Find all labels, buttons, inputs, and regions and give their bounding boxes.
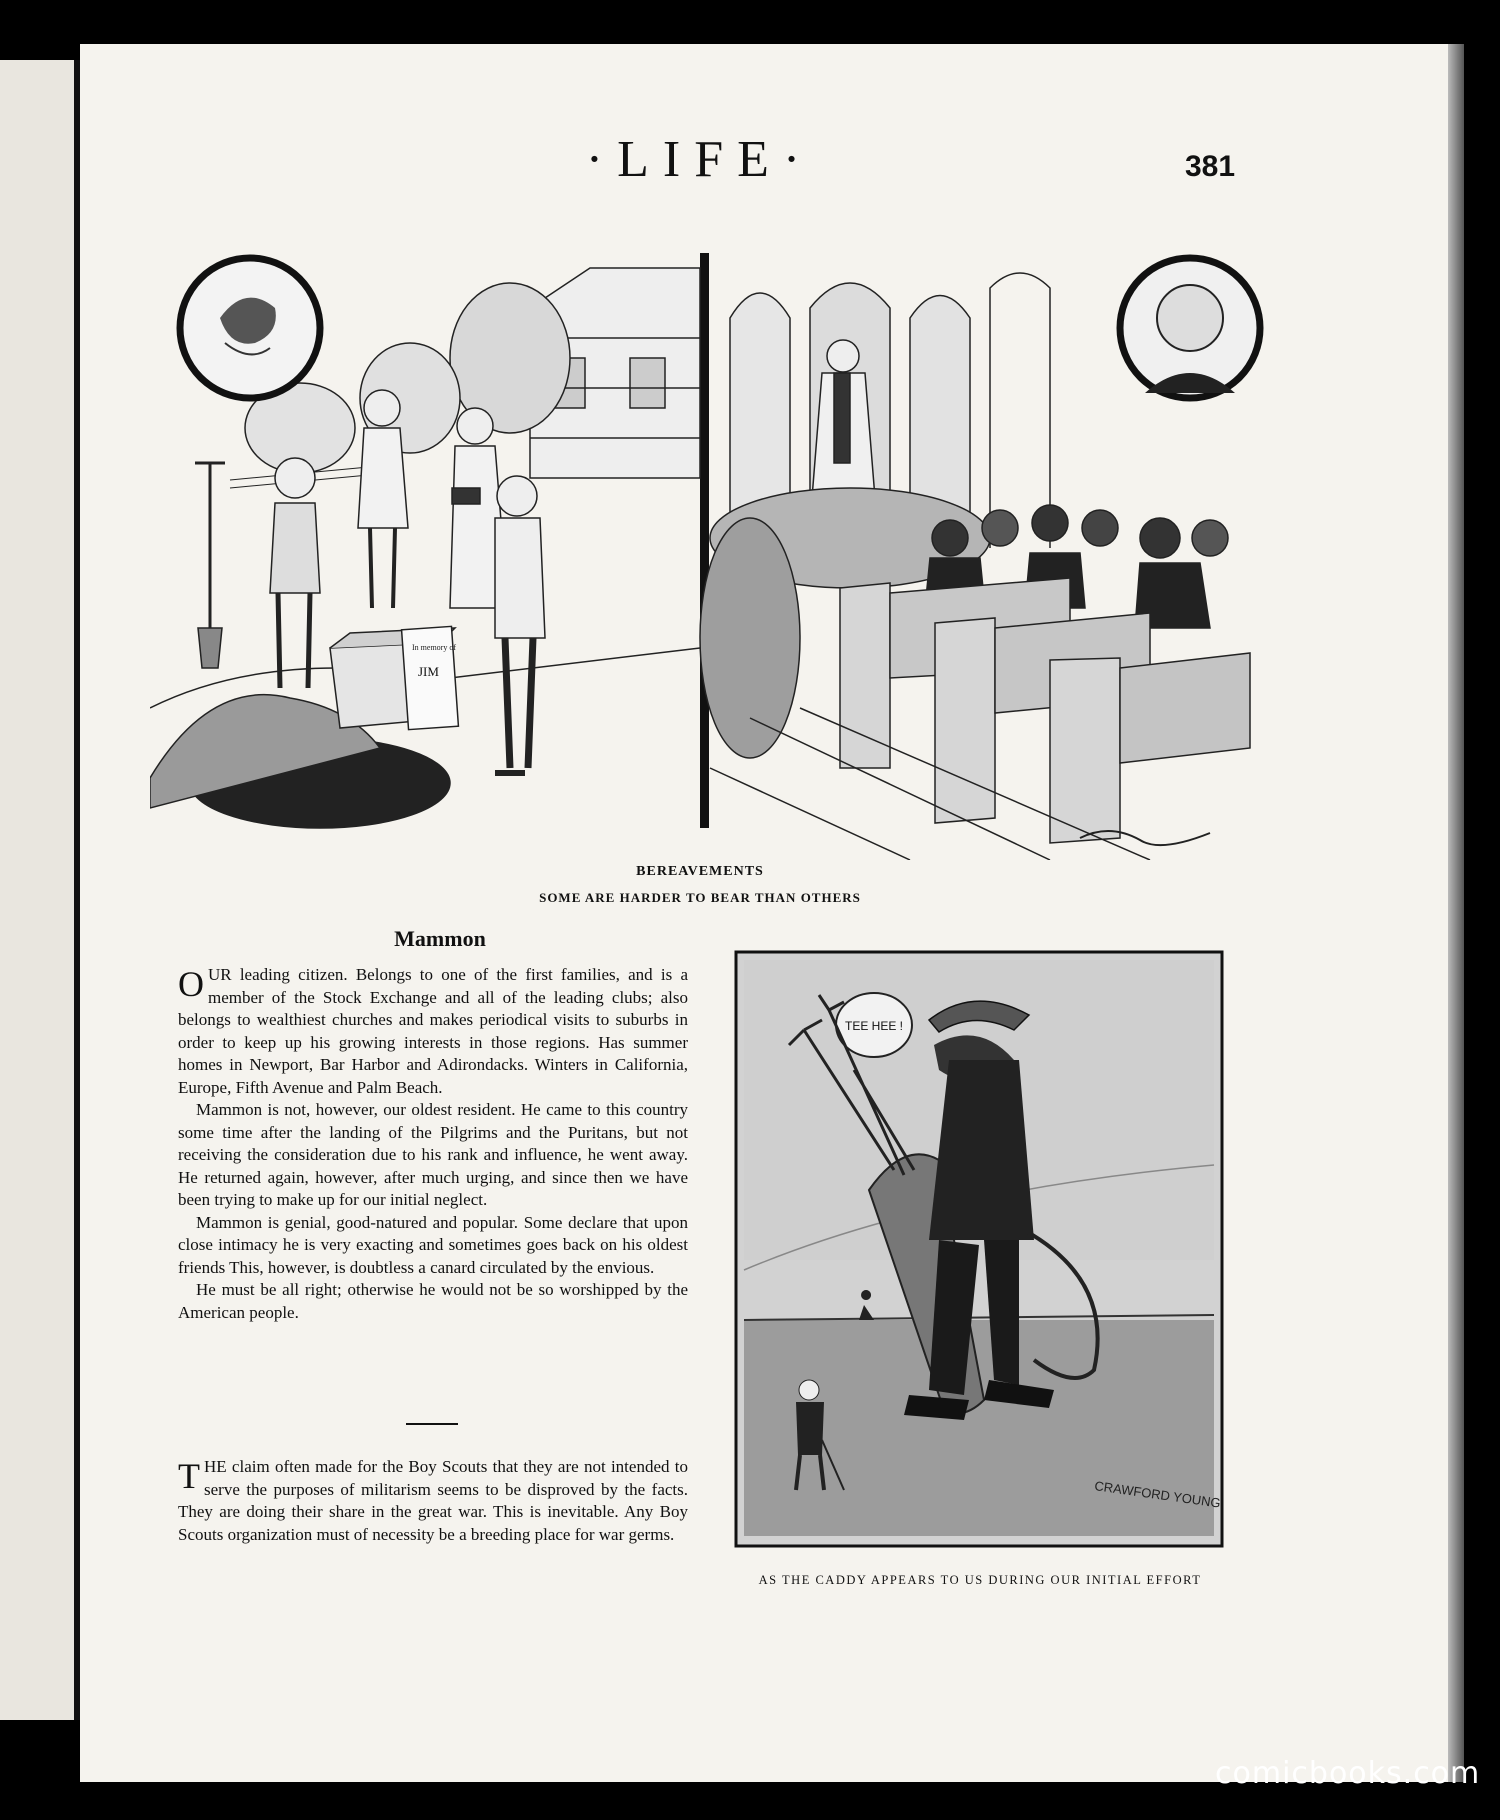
dog-medallion-portrait (180, 258, 320, 398)
page-edge-shadow (1448, 44, 1464, 1782)
boy-scouts-text: HE claim often made for the Boy Scouts that they are not intended to serve the purposes of militarism seems to be disproved by the facts. They are doing their share in the great war. This is inevitable. Any Boy Scouts organization must of necessity be a breeding place for war germs. (178, 1457, 688, 1544)
panel-divider (700, 253, 709, 828)
bereavements-illustration (150, 248, 1280, 860)
mammon-article (178, 964, 688, 1324)
caddy-caption: AS THE CADDY APPEARS TO US DURING OUR INITIAL EFFORT (758, 1573, 1202, 1587)
cartoonist-signature: CRAWFORD YOUNG (1093, 1478, 1222, 1511)
boy-scouts-dropcap: T (178, 1456, 200, 1496)
page-number: 381 (1185, 150, 1236, 183)
mammon-paragraph-1-text: UR leading citizen. Belongs to one of the first families, and is a member of the Stock Exchange and all of the leading clubs; also belongs to wealthiest churches and makes periodical visits to suburbs in order to keep up his growing interests in those regions. Has summer homes in Newport, Bar Harbor and Adirondacks. Winters in California, Europe, Fifth Avenue and Palm Beach. (178, 965, 688, 1097)
bereavements-caption-subtitle: SOME ARE HARDER TO BEAR THAN OTHERS (539, 890, 861, 905)
mammon-paragraph-1 (178, 964, 688, 1099)
boy-scouts-paragraph (178, 1456, 688, 1546)
site-watermark: comicbooks.com (1215, 1756, 1481, 1791)
caddy-cartoon (734, 950, 1224, 1548)
boy-scouts-article (178, 1456, 688, 1546)
grave-sign-name: JIM (418, 664, 439, 679)
mammon-paragraph-3: Mammon is genial, good-natured and popular. Some declare that upon close intimacy he is very exacting and sometimes goes back on his oldest friends This, however, is doubtless a canard circulated by the envious. (178, 1212, 688, 1277)
mammon-paragraph-4: He must be all right; otherwise he would not be so worshipped by the American people. (178, 1280, 688, 1322)
section-divider-rule (406, 1423, 458, 1425)
facing-page-edge (0, 60, 80, 1720)
bereavements-caption-title: BEREAVEMENTS (636, 864, 764, 879)
mammon-heading: Mammon (394, 926, 486, 951)
speech-text: TEE HEE ! (844, 1019, 904, 1033)
mammon-dropcap: O (178, 964, 204, 1004)
grave-sign-line: In memory of (412, 643, 456, 652)
masthead: ·LIFE· (585, 131, 815, 188)
wealthy-man-medallion-portrait (1120, 258, 1260, 398)
mammon-paragraph-2: Mammon is not, however, our oldest resident. He came to this country some time after the landing of the Pilgrims and the Puritans, but not receiving the consideration due to his rank and influence, he went away. He returned again, however, after much urging, and since then we have been trying to make up for our initial neglect. (178, 1100, 688, 1209)
